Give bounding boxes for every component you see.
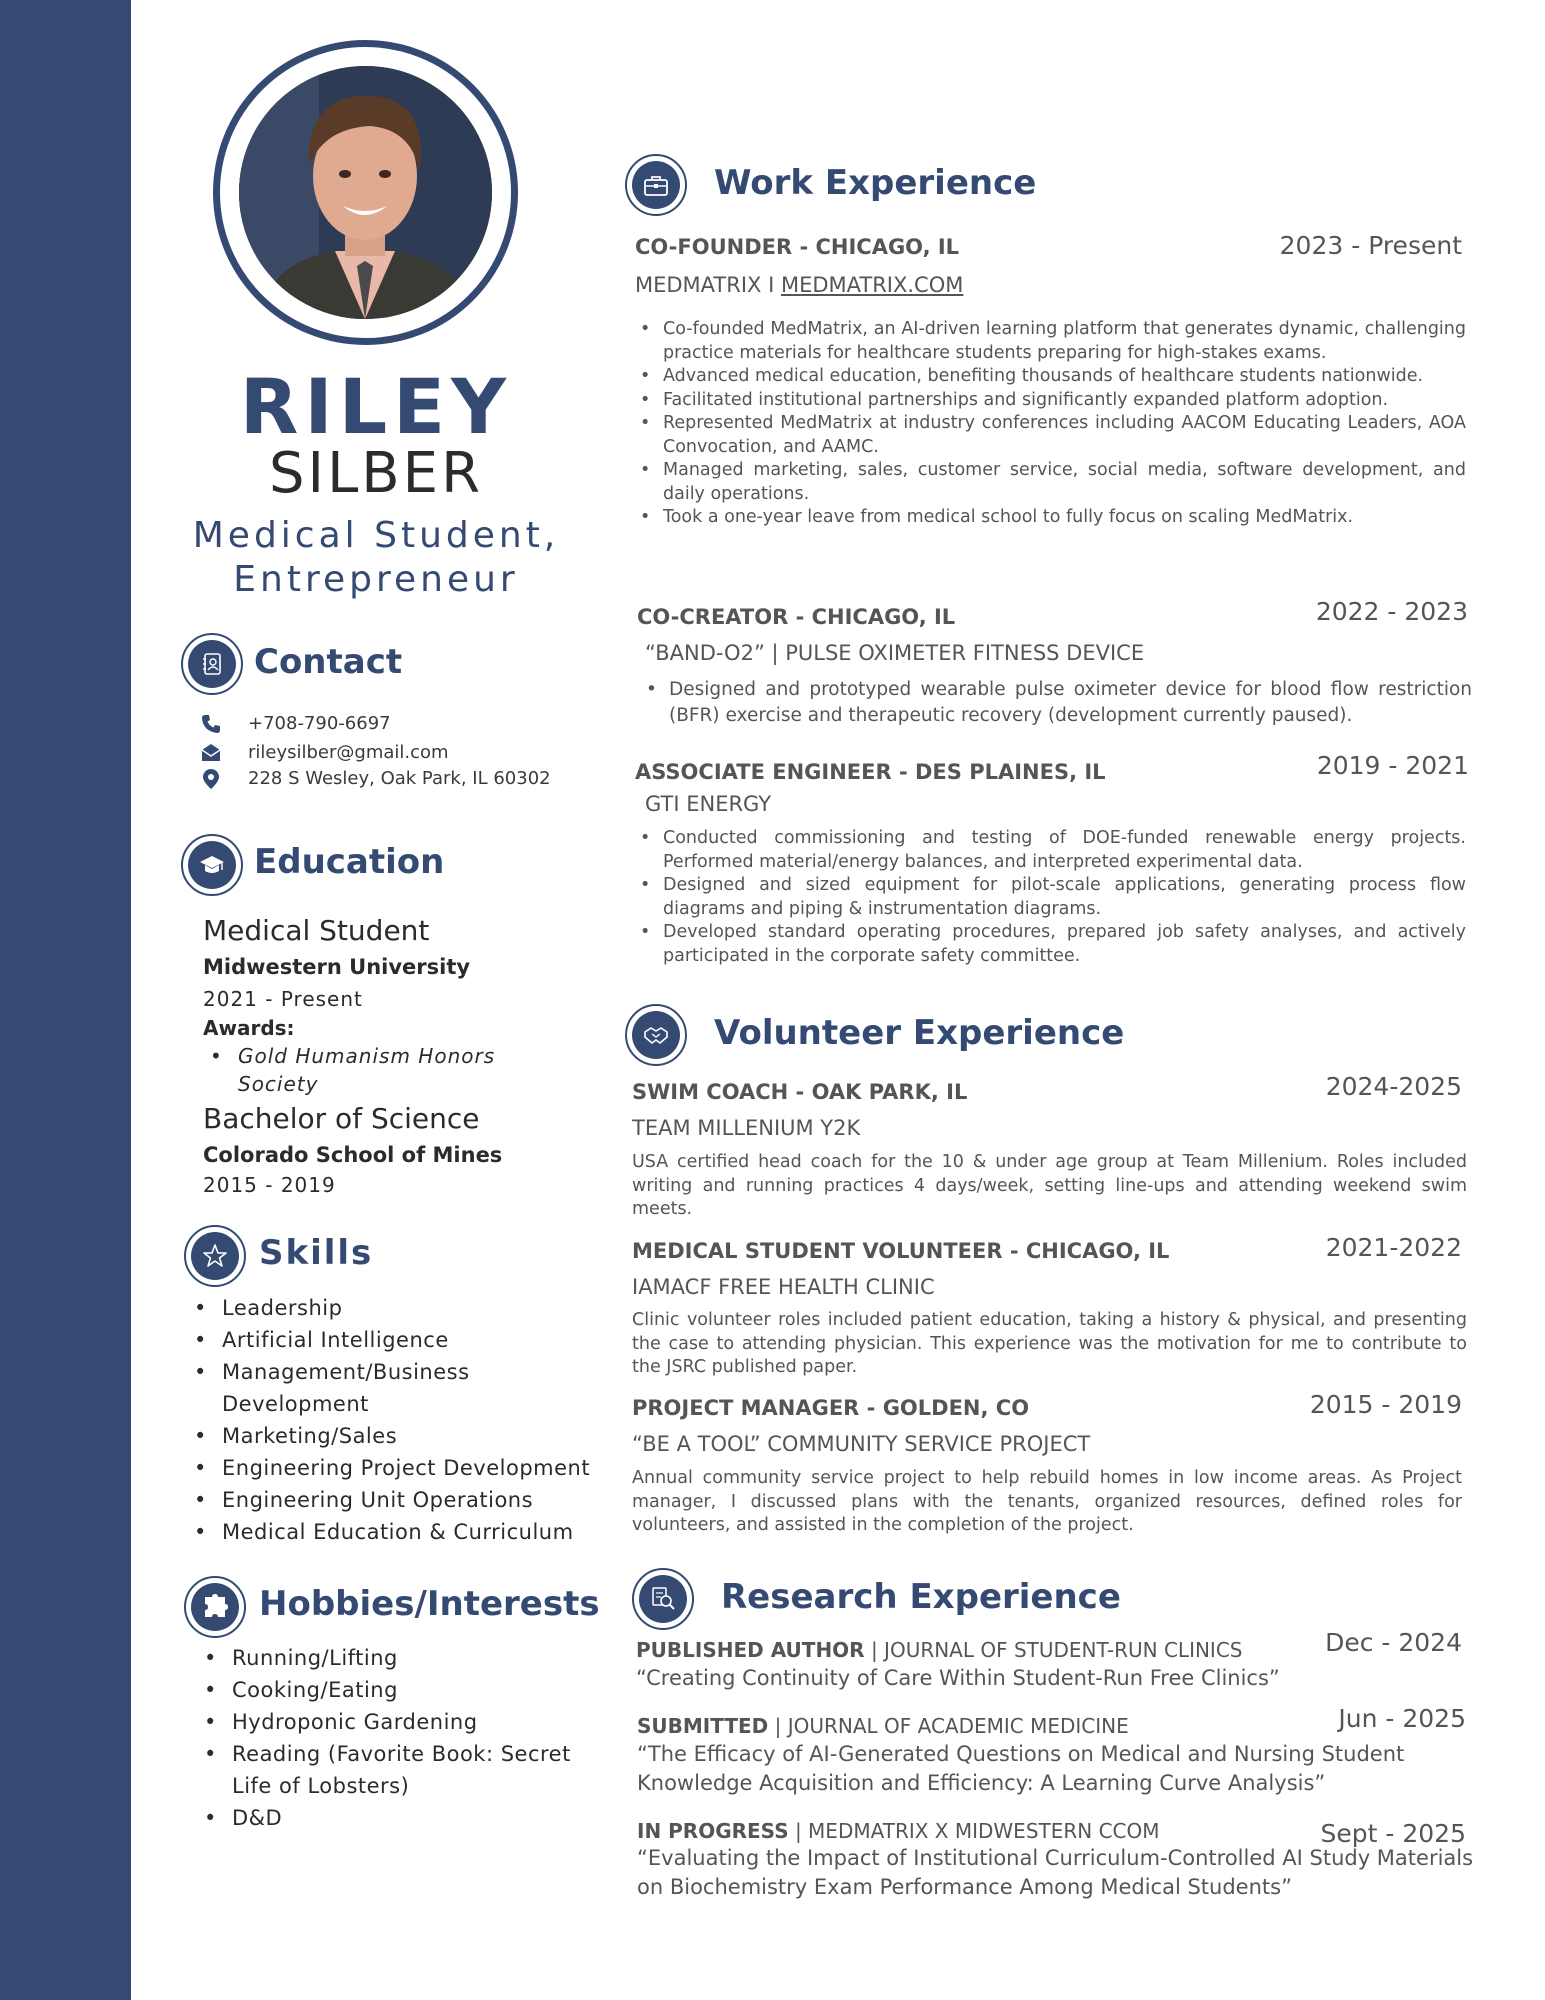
res-3-header	[637, 1819, 1160, 1843]
vol-1-role: SWIM COACH - OAK PARK, IL	[632, 1080, 968, 1104]
contact-book-icon	[181, 633, 243, 695]
res-3-status: IN PROGRESS	[637, 1819, 789, 1843]
job-1-role: CO-FOUNDER - CHICAGO, IL	[635, 235, 960, 259]
job-2-date: 2022 - 2023	[1315, 597, 1468, 626]
hobby-item: • Reading (Favorite Book: Secret Life of Lobsters)	[200, 1738, 580, 1802]
education-title: Education	[254, 842, 445, 882]
edu-award-item: • Gold Humanism Honors Society	[208, 1042, 538, 1098]
job-2-org: “BAND-O2” | PULSE OXIMETER FITNESS DEVICE	[645, 641, 1145, 665]
hobby-item: • D&D	[200, 1802, 600, 1834]
job-3-bullets	[636, 827, 1466, 968]
puzzle-icon	[184, 1576, 246, 1638]
res-2-date: Jun - 2025	[1338, 1704, 1466, 1733]
res-2-status: SUBMITTED	[637, 1714, 769, 1738]
job-3-org: GTI ENERGY	[645, 792, 772, 816]
magnifier-document-icon	[632, 1568, 694, 1630]
job-1-bullet: • Took a one-year leave from medical school to fully focus on scaling MedMatrix.	[636, 506, 1466, 530]
res-3-paper: “Evaluating the Impact of Institutional Curriculum-Controlled AI Study Materials on Biochemistry Exam Performance Among Medical Students”	[637, 1846, 1474, 1899]
vol-2-role: MEDICAL STUDENT VOLUNTEER - CHICAGO, IL	[632, 1239, 1170, 1263]
contact-title: Contact	[254, 642, 403, 682]
vol-1-date: 2024-2025	[1325, 1072, 1462, 1101]
job-1-org	[635, 273, 963, 297]
name-last: SILBER	[269, 441, 483, 506]
vol-1-org: TEAM MILLENIUM Y2K	[632, 1116, 861, 1140]
edu-degree-2: Bachelor of Science	[203, 1102, 480, 1135]
res-3-venue: | MEDMATRIX X MIDWESTERN CCOM	[788, 1819, 1160, 1843]
edu-years-1: 2021 - Present	[203, 987, 363, 1011]
contact-email[interactable]	[200, 740, 600, 766]
skills-list	[190, 1292, 610, 1548]
vol-2-text: Clinic volunteer roles included patient education, taking a history & physical, and presenting the case to attending physician. This experience was the motivation for me to contribute to the JSRC published paper.	[632, 1310, 1467, 1377]
skill-item: • Engineering Project Development	[190, 1452, 610, 1484]
job-3-bullet: • Developed standard operating procedures, prepared job safety analyses, and actively participated in the corporate safety committee.	[636, 921, 1466, 968]
job-2-role: CO-CREATOR - CHICAGO, IL	[637, 605, 956, 629]
work-title: Work Experience	[714, 163, 1037, 203]
vol-1-text: USA certified head coach for the 10 & under age group at Team Millenium. Roles included writing and running practices 4 days/week, setting line-ups and attending weekend swim meets.	[632, 1152, 1467, 1219]
profile-photo	[239, 66, 492, 319]
job-1-bullet: • Facilitated institutional partnerships and significantly expanded platform adoption.	[636, 389, 1466, 413]
vol-2-org: IAMACF FREE HEALTH CLINIC	[632, 1275, 935, 1299]
job-1-org-prefix: MEDMATRIX I	[635, 273, 781, 297]
edu-years-2: 2015 - 2019	[203, 1173, 336, 1197]
job-1-bullet: • Co-founded MedMatrix, an AI-driven learning platform that generates dynamic, challenging practice materials for healthcare students preparing for high-stakes exams.	[636, 318, 1466, 365]
graduation-cap-icon	[181, 834, 243, 896]
hobbies-list	[200, 1642, 600, 1834]
edu-awards-label: Awards:	[203, 1016, 295, 1040]
medmatrix-link[interactable]: MEDMATRIX.COM	[780, 273, 964, 297]
res-2-venue: | JOURNAL OF ACADEMIC MEDICINE	[768, 1714, 1129, 1738]
contact-phone-text: +708-790-6697	[248, 713, 391, 734]
job-3-bullet: • Conducted commissioning and testing of DOE-funded renewable energy projects. Performed material/energy balances, and interpreted experimental data.	[636, 827, 1466, 874]
research-title: Research Experience	[721, 1577, 1121, 1617]
skill-item: • Engineering Unit Operations	[190, 1484, 610, 1516]
hobby-item: • Hydroponic Gardening	[200, 1706, 600, 1738]
vol-3-role: PROJECT MANAGER - GOLDEN, CO	[632, 1396, 1030, 1420]
res-1-status: PUBLISHED AUTHOR	[636, 1638, 865, 1662]
job-3-role: ASSOCIATE ENGINEER - DES PLAINES, IL	[635, 760, 1106, 784]
job-1-date: 2023 - Present	[1279, 231, 1462, 260]
handshake-icon	[625, 1004, 687, 1066]
res-2-paper: “The Efficacy of AI-Generated Questions on Medical and Nursing Student Knowledge Acquisition and Efficiency: A Learning Curve Analysis”	[637, 1742, 1405, 1795]
hobby-item: • Running/Lifting	[200, 1642, 600, 1674]
job-3-date: 2019 - 2021	[1316, 751, 1469, 780]
skills-title: Skills	[259, 1233, 374, 1273]
phone-icon	[200, 713, 222, 735]
contact-address-text: 228 S Wesley, Oak Park, IL 60302	[248, 768, 551, 789]
hobbies-title: Hobbies/Interests	[259, 1584, 600, 1624]
skill-item: • Management/Business Development	[190, 1356, 510, 1420]
role-line-1: Medical Student,	[192, 515, 560, 556]
sidebar-band	[0, 0, 131, 2000]
hobby-item: • Cooking/Eating	[200, 1674, 600, 1706]
skill-item: • Marketing/Sales	[190, 1420, 610, 1452]
job-2-bullets	[642, 677, 1472, 729]
edu-school-2: Colorado School of Mines	[203, 1143, 503, 1167]
role-line-2: Entrepreneur	[233, 559, 519, 600]
edu-degree-1: Medical Student	[203, 914, 430, 947]
job-3-bullet: • Designed and sized equipment for pilot-scale applications, generating process flow diagrams and piping & instrumentation diagrams.	[636, 874, 1466, 921]
skill-item: • Leadership	[190, 1292, 610, 1324]
contact-address	[200, 766, 600, 792]
vol-3-date: 2015 - 2019	[1309, 1390, 1462, 1419]
profile-photo-frame	[213, 40, 518, 345]
vol-2-date: 2021-2022	[1325, 1233, 1462, 1262]
res-3-date: Sept - 2025	[1320, 1819, 1466, 1848]
contact-phone[interactable]	[200, 711, 600, 737]
vol-3-org: “BE A TOOL” COMMUNITY SERVICE PROJECT	[632, 1432, 1091, 1456]
job-1-bullet: • Represented MedMatrix at industry conferences including AACOM Educating Leaders, AOA Convocation, and AAMC.	[636, 412, 1466, 459]
star-icon	[184, 1225, 246, 1287]
vol-3-text: Annual community service project to help rebuild homes in low income areas. As Project manager, I discussed plans with the tenants, organized resources, defined roles for volunteers, and assisted in the completion of the project.	[632, 1468, 1462, 1535]
res-1-venue: | JOURNAL OF STUDENT-RUN CLINICS	[864, 1638, 1243, 1662]
volunteer-title: Volunteer Experience	[714, 1013, 1125, 1053]
briefcase-icon	[625, 154, 687, 216]
job-1-bullet: • Managed marketing, sales, customer service, social media, software development, and daily operations.	[636, 459, 1466, 506]
res-1-date: Dec - 2024	[1325, 1628, 1462, 1657]
name-first: RILEY	[239, 362, 513, 451]
res-1-paper: “Creating Continuity of Care Within Student-Run Free Clinics”	[636, 1666, 1280, 1690]
job-1-bullet: • Advanced medical education, benefiting thousands of healthcare students nationwide.	[636, 365, 1466, 389]
location-pin-icon	[200, 768, 222, 790]
res-1-header	[636, 1638, 1243, 1662]
contact-email-text: rileysilber@gmail.com	[248, 742, 449, 763]
profile-role	[131, 514, 621, 602]
res-2-header	[637, 1714, 1129, 1738]
edu-school-1: Midwestern University	[203, 955, 471, 979]
mail-icon	[200, 742, 222, 764]
skill-item: • Medical Education & Curriculum	[190, 1516, 610, 1548]
skill-item: • Artificial Intelligence	[190, 1324, 610, 1356]
job-2-bullet: • Designed and prototyped wearable pulse oximeter device for blood flow restriction (BFR) exercise and therapeutic recovery (development currently paused).	[642, 677, 1472, 729]
job-1-bullets	[636, 318, 1466, 530]
